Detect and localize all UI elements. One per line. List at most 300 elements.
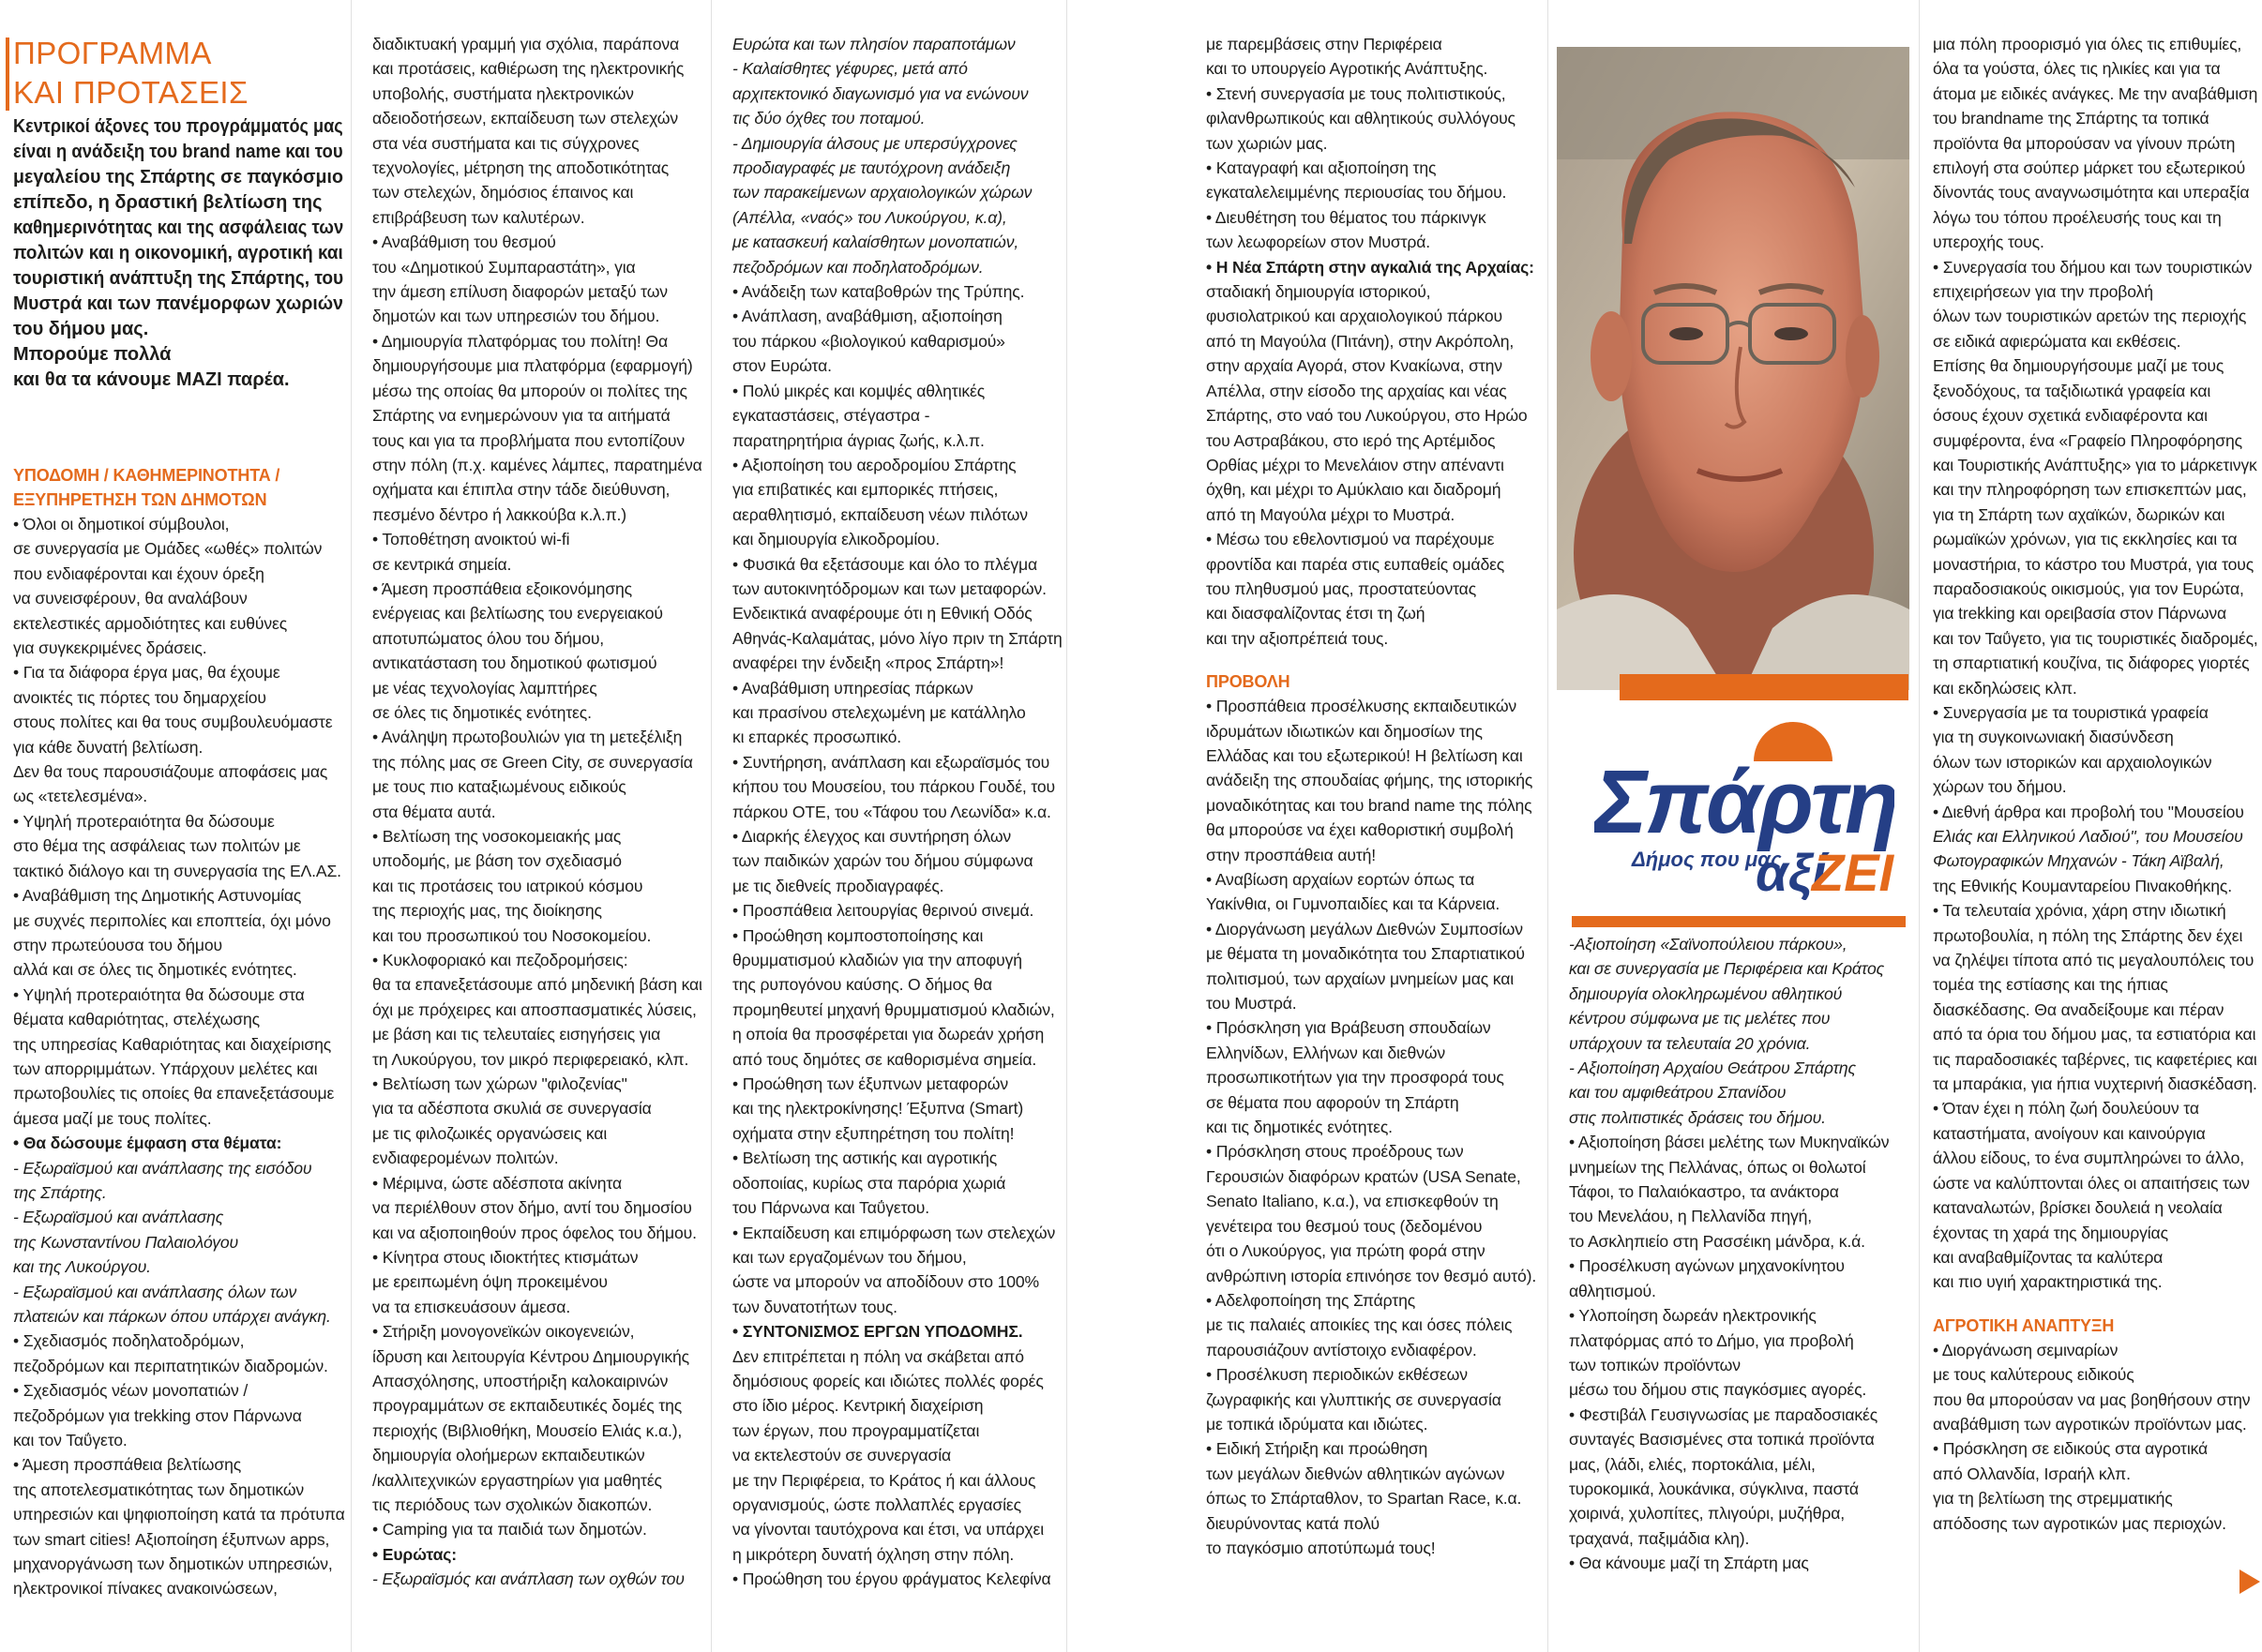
text-line: παρατηρητήρια άγριας ζωής, κ.λ.π.: [732, 430, 985, 450]
text-line: για τη βελτίωση της στρεμματικής: [1933, 1489, 2173, 1509]
text-line: οχήματα στην εξυπηρέτηση του πολίτη!: [732, 1123, 1015, 1143]
program-column-2: [372, 32, 706, 1592]
text-line: πεζοδρόμων και ποδηλατοδρόμων.: [732, 257, 984, 277]
text-line: Δεν επιτρέπεται η πόλη να σκάβεται από: [732, 1346, 1024, 1366]
program-column-4: [1206, 32, 1544, 1560]
text-line: των απορριμμάτων. Υπάρχουν μελέτες και: [13, 1059, 318, 1078]
text-line: και να αξιοποιηθούν προς όφελος του δήμου.: [372, 1223, 697, 1242]
intro-line: πολιτών και η οικονομική, αγροτική και: [13, 243, 343, 263]
text-line: αντικατάσταση του δημοτικού φωτισμού: [372, 653, 657, 673]
text-line: • Υψηλή προτεραιότητα θα δώσουμε στα: [13, 984, 305, 1004]
text-line: διευρύνοντας κατά πολύ: [1206, 1513, 1380, 1533]
text-line: σε ειδικά αφιερώματα και εκθέσεις.: [1933, 331, 2181, 351]
text-line: για τα αδέσποτα σκυλιά σε συνεργασία: [372, 1099, 652, 1119]
text-line: θα τα επανεξετάσουμε από μηδενική βάση και: [372, 975, 702, 995]
text-line: ότι ο Λυκούργος, για πρώτη φορά στην: [1206, 1241, 1485, 1261]
section-heading: ΠΡΟΒΟΛΗ: [1206, 672, 1290, 692]
text-line: για επιβατικές και εμπορικές πτήσεις,: [732, 480, 999, 500]
text-line: τη Λυκούργου, τον μικρό περιφερειακό, κλπ.: [372, 1049, 689, 1069]
text-line: κι επαρκές προσωπικό.: [732, 728, 901, 747]
intro-line: καθημερινότητας και της ασφάλειας των: [13, 218, 344, 238]
text-line: ανοικτές τις πόρτες του δημαρχείου: [13, 687, 266, 707]
text-line: τις δύο όχθες του ποταμού.: [732, 109, 926, 128]
text-line: αναφέρει την ένδειξη «προς Σπάρτη»!: [732, 653, 1004, 673]
text-line: • Προσπάθεια προσέλκυσης εκπαιδευτικών: [1206, 697, 1517, 716]
text-line: τραχανά, παξιμάδια κλη).: [1569, 1528, 1750, 1548]
text-line: με τους πιο καταξιωμένους ειδικούς: [372, 777, 626, 797]
text-line: και πιο υγιή χαρακτηριστικά της.: [1933, 1272, 2163, 1292]
text-line: τομέα της εστίασης και της ήπιας: [1933, 975, 2168, 995]
text-line: δημιουργία ολοκληρωμένου αθλητικού: [1569, 984, 1843, 1003]
intro-paragraph: [13, 114, 343, 393]
text-line: με νέας τεχνολογίας λαμπτήρες: [372, 678, 597, 698]
text-line: τις παραδοσιακές ταβέρνες, τις καφετέριες και: [1933, 1049, 2257, 1069]
text-line: οδοποιίας, κυρίως στα παρόρια χωριά: [732, 1173, 1006, 1193]
text-line: στο ίδιο μέρος. Κεντρική διαχείριση: [732, 1396, 984, 1416]
text-line: αποτυπώματος όλου του δήμου,: [372, 628, 605, 648]
text-line: - Εξωραϊσμού και ανάπλασης της εισόδου: [13, 1158, 312, 1178]
text-line: σε όλες τις δημοτικές ενότητες.: [372, 702, 592, 722]
text-line: • Εκπαίδευση και επιμόρφωση των στελεχών: [732, 1223, 1056, 1242]
text-line: με τους καλύτερους ειδικούς: [1933, 1365, 2134, 1385]
text-line: Ελιάς και Ελληνικού Λαδιού", του Μουσείου: [1933, 827, 2243, 846]
text-line: και διασφαλίζοντας έτσι τη ζωή: [1206, 604, 1425, 623]
text-line: • Διεθνή άρθρα και προβολή του "Μουσείου: [1933, 802, 2244, 821]
text-line: να τα επισκευάσουν άμεσα.: [372, 1297, 571, 1316]
text-line: και δημιουργία ελικοδρομίου.: [732, 530, 940, 549]
text-line: • Φυσικά θα εξετάσουμε και όλο το πλέγμα: [732, 554, 1037, 574]
text-line: επιβράβευση των καλυτέρων.: [372, 207, 585, 227]
text-line: πάρκου ΟΤΕ, του «Τάφου του Λεωνίδα» κ.α.: [732, 802, 1051, 821]
text-line: στην πρωτεύουσα του δήμου: [13, 935, 223, 954]
text-line: • Διαρκής έλεγχος και συντήρηση όλων: [732, 827, 1012, 846]
text-line: σε κεντρικά σημεία.: [372, 554, 512, 574]
text-line: εγκαταλελειμμένης περιουσίας του δήμου.: [1206, 183, 1507, 203]
text-line: εγκαταστάσεις, στέγαστρα -: [732, 406, 930, 426]
text-line: Senato Italiano, κ.α.), να επισκεφθούν τη: [1206, 1192, 1499, 1211]
text-line: - Εξωραϊσμός και ανάπλαση των οχθών του: [372, 1569, 685, 1589]
text-line: των χωριών μας.: [1206, 133, 1328, 153]
logo-slogan: Δήμος που μας: [1632, 848, 1782, 871]
text-line: μοναστήρια, το κάστρο του Μυστρά, για τους: [1933, 554, 2254, 574]
text-line: για κάθε δυνατή βελτίωση.: [13, 737, 204, 757]
text-line: της περιοχής μας, της διοίκησης: [372, 901, 602, 921]
text-line: για τη Σπάρτη των αχαϊκών, δωρικών και: [1933, 504, 2225, 524]
text-line: Σπάρτης να ενημερώνουν για τα αιτήματά: [372, 406, 671, 426]
text-line: ώστε να καλύπτονται όλες οι απαιτήσεις των: [1933, 1173, 2250, 1193]
text-line: • Πολύ μικρές και κομψές αθλητικές: [732, 381, 986, 400]
text-line: του πληθυσμού μας, προστατεύοντας: [1206, 578, 1477, 598]
text-line: περιοχής (Βιβλιοθήκη, Μουσείο Ελιάς κ.α.),: [372, 1420, 683, 1440]
text-line: προμηθευτεί μηχανή θρυμματισμού κλαδιών,: [732, 999, 1055, 1019]
text-line: • Τα τελευταία χρόνια, χάρη στην ιδιωτική: [1933, 901, 2226, 921]
text-line: αδειοδοτήσεων, εκπαίδευση των στελεχών: [372, 109, 678, 128]
text-line: - Εξωραϊσμού και ανάπλασης όλων των: [13, 1282, 297, 1301]
text-line: • Όλοι οι δημοτικοί σύμβουλοι,: [13, 515, 230, 533]
intro-line: τουριστική ανάπτυξη της Σπάρτης, του: [13, 268, 344, 289]
text-line: • Φεστιβάλ Γευσιγνωσίας με παραδοσιακές: [1569, 1404, 1878, 1424]
text-line: • Θα κάνουμε μαζί τη Σπάρτη μας: [1569, 1554, 1809, 1573]
text-line: Ευρώτα και των πλησίον παραποτάμων: [732, 35, 1016, 53]
text-line: και του προσωπικού του Νοσοκομείου.: [372, 925, 652, 945]
intro-line: επίπεδο, η δραστική βελτίωση της: [13, 192, 323, 213]
text-line: της υπηρεσίας Καθαριότητας και διαχείρισης: [13, 1034, 332, 1054]
text-line: πεζοδρόμων και περιπατητικών διαδρομών.: [13, 1356, 328, 1375]
text-line: προϊόντα θα μπορούσαν να γίνουν πρώτη: [1933, 133, 2236, 153]
text-line: • Προσπάθεια λειτουργίας θερινού σινεμά.: [732, 901, 1034, 921]
text-line: επιχειρήσεων για την προβολή: [1933, 282, 2153, 302]
text-line: από τη Μαγούλα (Πιτάνη), στην Ακρόπολη,: [1206, 331, 1515, 351]
text-line: θρυμματισμού κλαδιών για την αποφυγή: [732, 951, 1022, 970]
program-column-3: [732, 32, 1063, 1592]
logo-main: Σπάρτη: [1594, 752, 1894, 852]
text-line: Απασχόλησης, υποστήριξη καλοκαιρινών: [372, 1371, 669, 1390]
text-line: των smart cities! Αξιοποίηση έξυπνων apps,: [13, 1529, 330, 1549]
text-line: Δεν θα τους παρουσιάζουμε αποφάσεις μας: [13, 762, 328, 782]
text-line: δίνοντάς τους αναγνωσιμότητα και υπεραξία: [1933, 183, 2250, 203]
text-line: • Αναβάθμιση του θεσμού: [372, 233, 556, 252]
text-line: στην προσπάθεια αυτή!: [1206, 845, 1376, 864]
section-heading: ΥΠΟΔΟΜΗ / ΚΑΘΗΜΕΡΙΝΟΤΗΤΑ /: [13, 466, 280, 485]
text-line: και τις δημοτικές ενότητες.: [1206, 1118, 1393, 1137]
text-line: • Συνεργασία του δήμου και των τουριστικών: [1933, 257, 2253, 277]
text-line: • Βελτίωση της αστικής και αγροτικής: [732, 1149, 998, 1168]
text-line: όχθη, και μέχρι το Αμύκλαιο και διαδρομή: [1206, 480, 1501, 500]
text-line: • Προώθηση των έξυπνων μεταφορών: [732, 1074, 1008, 1094]
text-line: πολιτισμού, των αρχαίων μνημείων μας και: [1206, 969, 1515, 988]
text-line: δημοτών και των υπηρεσιών του δήμου.: [372, 307, 660, 326]
text-line: καταστήματα, ανοίγουν και καινούργια: [1933, 1123, 2206, 1143]
text-line: οχήματα και έπιπλα στην τάδε διεύθυνση,: [372, 480, 671, 500]
text-line: ενέργειας και βελτίωσης του ενεργειακού: [372, 604, 663, 623]
page-title: [13, 34, 249, 113]
text-line: να γίνονται ταυτόχρονα και έτσι, να υπάρχει: [732, 1520, 1044, 1539]
text-line: με τοπικά ιδρύματα και ιδιώτες.: [1206, 1414, 1428, 1434]
section-heading: ΑΓΡΟΤΙΚΗ ΑΝΑΠΤΥΞΗ: [1933, 1315, 2115, 1335]
text-line: του Αστραβάκου, στο ιερό της Αρτέμιδος: [1206, 430, 1496, 450]
text-line: • Θα δώσουμε έμφαση στα θέματα:: [13, 1134, 282, 1153]
text-line: και πρασίνου στελεχωμένη με κατάλληλο: [732, 702, 1026, 722]
column-divider: [1066, 0, 1067, 1652]
text-line: Απέλλα, στην είσοδο της αρχαίας και νέας: [1206, 381, 1507, 400]
text-line: στον Ευρώτα.: [732, 356, 832, 376]
text-line: στις πολιτιστικές δράσεις του δήμου.: [1569, 1107, 1826, 1127]
text-line: • Σχεδιασμός νέων μονοπατιών /: [13, 1381, 249, 1401]
program-column-1: [13, 444, 347, 1601]
text-line: για trekking και ορειβασία στον Πάρνωνα: [1933, 604, 2227, 623]
text-line: σε θέματα που αφορούν τη Σπάρτη: [1206, 1092, 1459, 1112]
text-line: • Διευθέτηση του θέματος του πάρκινγκ: [1206, 207, 1486, 227]
text-line: προγραμμάτων σε εκπαιδευτικές δομές της: [372, 1396, 683, 1416]
text-line: την άμεση επίλυση διαφορών μεταξύ των: [372, 282, 668, 302]
intro-line: είναι η ανάδειξη του brand name και του: [13, 142, 343, 162]
text-line: ηλεκτρονικοί πίνακες ανακοινώσεων,: [13, 1579, 278, 1599]
text-line: σταδιακή δημιουργία ιστορικού,: [1206, 282, 1431, 302]
candidate-portrait-icon: [1557, 47, 1909, 690]
text-line: πλατφόρμας από το Δήμο, για προβολή: [1569, 1330, 1854, 1350]
sparti-logo: [1594, 722, 1894, 900]
text-line: • Η Νέα Σπάρτη στην αγκαλιά της Αρχαίας:: [1206, 257, 1534, 277]
text-line: με συχνές περιπολίες και εποπτεία, όχι μόνο: [13, 910, 331, 930]
text-line: φιλανθρωπικούς και αθλητικούς συλλόγους: [1206, 109, 1516, 128]
text-line: • Διοργάνωση σεμιναρίων: [1933, 1340, 2119, 1359]
text-line: • Πρόσκληση για Βράβευση σπουδαίων: [1206, 1018, 1491, 1038]
text-line: στους πολίτες και θα τους συμβουλευόμαστε: [13, 713, 333, 732]
text-line: και προτάσεις, καθιέρωση της ηλεκτρονικής: [372, 59, 685, 79]
text-line: το παγκόσμιο αποτύπωμά τους!: [1206, 1538, 1436, 1557]
text-line: Ελλάδας και του εξωτερικού! Η βελτίωση και: [1206, 745, 1523, 765]
text-line: • Για τα διάφορα έργα μας, θα έχουμε: [13, 663, 280, 683]
text-line: για συγκεκριμένες δράσεις.: [13, 638, 207, 658]
text-line: παρουσιάζουν αντίστοιχο ενδιαφέρον.: [1206, 1340, 1477, 1359]
text-line: που ενδιαφέρονται και έχουν όρεξη: [13, 563, 264, 583]
text-line: και των εργαζομένων του δήμου,: [732, 1247, 967, 1267]
text-line: πρωτοβουλία, η πόλη της Σπάρτης δεν έχει: [1933, 925, 2243, 945]
text-line: του Μενελάου, η Πελλανίδα πηγή,: [1569, 1207, 1813, 1226]
text-line: • Κυκλοφοριακό και πεζοδρομήσεις:: [372, 951, 628, 970]
text-line: και τον Ταΰγετο.: [13, 1431, 128, 1450]
text-line: • Μέριμνα, ώστε αδέσποτα ακίνητα: [372, 1173, 623, 1193]
text-line: ίδρυση και λειτουργία Κέντρου Δημιουργικής: [372, 1346, 689, 1366]
text-line: προσωπικοτήτων για την προσφορά τους: [1206, 1068, 1504, 1088]
text-line: • Προώθηση του έργου φράγματος Κελεφίνα: [732, 1569, 1051, 1589]
text-line: έχοντας τη χαρά της δημιουργίας: [1933, 1223, 2168, 1242]
text-line: • Συντήρηση, ανάπλαση και εξωραϊσμός του: [732, 752, 1050, 772]
text-line: υπάρχουν τα τελευταία 20 χρόνια.: [1569, 1033, 1811, 1053]
text-line: των τοπικών προϊόντων: [1569, 1355, 1741, 1374]
text-line: μας, (λάδι, ελιές, πορτοκάλια, μέλι,: [1569, 1454, 1816, 1474]
text-line: φυσιολατρικού και αρχαιολογικού πάρκου: [1206, 307, 1502, 326]
text-line: η οποία θα προσφέρεται για δωρεάν χρήση: [732, 1025, 1045, 1044]
text-line: και την αξιοπρέπειά τους.: [1206, 628, 1389, 648]
text-line: του brandname της Σπάρτης τα τοπικά: [1933, 109, 2209, 128]
intro-line: Μυστρά και των πανέμορφων χωριών: [13, 293, 343, 314]
text-line: το Ασκληπιείο στη Ρασσέικη μάνδρα, κ.ά.: [1569, 1231, 1865, 1251]
text-line: Αθηνάς-Καλαμάτας, μόνο λίγο πριν τη Σπάρτη: [732, 628, 1063, 648]
text-line: - Καλαίσθητες γέφυρες, μετά από: [732, 59, 968, 79]
text-line: • Ευρώτας:: [372, 1544, 457, 1564]
text-line: τακτικό διάλογο και τη συνεργασία της ΕΛ.ΑΣ.: [13, 861, 341, 880]
text-line: Γερουσιών διαφόρων κρατών (USA Senate,: [1206, 1166, 1521, 1186]
intro-line: και θα τα κάνουμε ΜΑΖΙ παρέα.: [13, 369, 290, 390]
text-line: • Δημιουργία πλατφόρμας του πολίτη! Θα: [372, 331, 668, 351]
text-line: για τη συγκοινωνιακή διασύνδεση: [1933, 728, 2174, 747]
logo-tail-2: ΖΕΙ: [1812, 843, 1894, 900]
text-line: της Εθνικής Κουμανταρείου Πινακοθήκης.: [1933, 876, 2233, 895]
text-line: με τις παλαιές αποικίες της και όσες πόλεις: [1206, 1315, 1513, 1335]
text-line: - Δημιουργία άλσους με υπερσύγχρονες: [732, 133, 1018, 153]
text-line: (Απέλλα, «ναός» του Λυκούργου, κ.α),: [732, 207, 1007, 227]
text-line: απόδοσης των αγροτικών μας περιοχών.: [1933, 1513, 2226, 1533]
text-line: • Βελτίωση της νοσοκομειακής μας: [372, 827, 622, 846]
text-line: • Ανάδειξη των καταβοθρών της Τρύπης.: [732, 282, 1025, 302]
text-line: και αναβαθμίζοντας τα καλύτερα: [1933, 1247, 2164, 1267]
text-line: μέσω της οποίας θα μπορούν οι πολίτες της: [372, 381, 687, 400]
text-line: • Κίνητρα στους ιδιοκτήτες κτισμάτων: [372, 1247, 639, 1267]
text-line: μηχανοργάνωση των δημοτικών υπηρεσιών,: [13, 1554, 333, 1574]
text-line: • Προώθηση κομποστοποίησης και: [732, 925, 984, 945]
text-line: με παρεμβάσεις στην Περιφέρεια: [1206, 35, 1442, 53]
text-line: • Στενή συνεργασία με τους πολιτιστικούς,: [1206, 83, 1506, 103]
page-title-line: ΚΑΙ ΠΡΟΤΑΣΕΙΣ: [13, 75, 249, 110]
text-line: από τα όρια του δήμου μας, τα εστιατόρια και: [1933, 1025, 2256, 1044]
text-line: που θα μπορούσαν να μας βοηθήσουν στην: [1933, 1389, 2251, 1409]
text-line: • Αναβάθμιση υπηρεσίας πάρκων: [732, 678, 973, 698]
text-line: η μικρότερη δυνατή όχληση στην πόλη.: [732, 1544, 1015, 1564]
text-line: πλατειών και πάρκων όπου υπάρχει ανάγκη.: [13, 1307, 331, 1326]
text-line: και Τουριστικής Ανάπτυξης» για το μάρκετινγκ: [1933, 455, 2257, 474]
text-line: μοναδικότητας και του brand name της πόλης: [1206, 795, 1532, 815]
text-line: • Όταν έχει η πόλη ζωή δουλεύουν τα: [1933, 1099, 2199, 1119]
next-page-arrow-icon[interactable]: [2239, 1569, 2260, 1594]
text-line: • Άμεση προσπάθεια εξοικονόμησης: [372, 578, 632, 598]
text-line: να περιέλθουν στον δήμο, αντί του δημοσίου: [372, 1198, 692, 1218]
text-line: • Ανάπλαση, αναβάθμιση, αξιοποίηση: [732, 307, 1003, 326]
text-line: όσους έχουν σχετικά ενδιαφέροντα και: [1933, 406, 2208, 426]
intro-line: μεγαλείου της Σπάρτης σε παγκόσμιο: [13, 167, 343, 188]
text-line: των στελεχών, δημόσιος έπαινος και: [372, 183, 634, 203]
text-line: αθλητισμού.: [1569, 1281, 1656, 1300]
text-line: • Πρόσκληση σε ειδικούς στα αγροτικά: [1933, 1439, 2209, 1459]
text-line: επιλογή στα σούπερ μάρκετ του εξωτερικού: [1933, 158, 2246, 178]
intro-line: Κεντρικοί άξονες του προγράμματός μας: [13, 116, 343, 137]
text-line: Τάφοι, το Παλαιόκαστρο, τα ανάκτορα: [1569, 1182, 1839, 1202]
text-line: • Στήριξη μονογονεϊκών οικογενειών,: [372, 1322, 635, 1342]
text-line: όλων των ιστορικών και αρχαιολογικών: [1933, 752, 2212, 772]
text-line: της ρυπογόνου καύσης. Ο δήμος θα: [732, 975, 992, 995]
text-line: αναβάθμιση των αγροτικών προϊόντων μας.: [1933, 1414, 2247, 1434]
text-line: ανάδειξη της σπουδαίας φήμης, της ιστορικής: [1206, 771, 1533, 790]
text-line: ενδιαφερομένων πολιτών.: [372, 1149, 559, 1168]
logo-tail-1: αξί: [1756, 843, 1827, 900]
text-line: να συνεισφέρουν, θα αναλάβουν: [13, 589, 248, 608]
text-line: ρωμαϊκών χρόνων, για τις εκκλησίες και τα: [1933, 530, 2238, 549]
text-line: δημόσιους φορείς και ιδιώτες πολλές φορές: [732, 1371, 1044, 1390]
text-line: όχι με πρόχειρες και αποσπασματικές λύσεις,: [372, 999, 697, 1019]
text-line: διασκέδασης. Θα αναδείξουμε και πέραν: [1933, 999, 2224, 1019]
text-line: • Αδελφοποίηση της Σπάρτης: [1206, 1290, 1416, 1310]
text-line: • Ειδική Στήριξη και προώθηση: [1206, 1439, 1428, 1459]
text-line: • Πρόσκληση στους προέδρους των: [1206, 1142, 1464, 1162]
text-line: • Σχεδιασμός ποδηλατοδρόμων,: [13, 1331, 245, 1351]
text-line: τις περιόδους των σχολικών διακοπών.: [372, 1494, 653, 1514]
text-line: γενέτειρα του θεσμού τους (δεδομένου: [1206, 1216, 1483, 1236]
text-line: θέματα καθαριότητας, στελέχωσης: [13, 1010, 260, 1029]
text-line: των μεγάλων διεθνών αθλητικών αγώνων: [1206, 1464, 1505, 1483]
text-line: μνημείων της Πελλάνας, όπως οι θολωτοί: [1569, 1157, 1866, 1177]
text-line: τυροκομικά, λουκάνικα, σύγκλινα, παστά: [1569, 1479, 1859, 1498]
text-line: • Αναβίωση αρχαίων εορτών όπως τα: [1206, 870, 1475, 889]
text-line: προδιαγραφές με ταυτόχρονη ανάδειξη: [732, 158, 1011, 178]
text-line: αλλά και σε όλες τις δημοτικές ενότητες.: [13, 960, 297, 980]
text-line: στην αρχαία Αγορά, στον Κνακίωνα, στην: [1206, 356, 1502, 376]
text-line: Ενδεικτικά αναφέρουμε ότι η Εθνική Οδός: [732, 604, 1033, 623]
text-line: σε συνεργασία με Ομάδες «ωθές» πολιτών: [13, 539, 323, 559]
text-line: /καλλιτεχνικών εργαστηρίων για μαθητές: [372, 1470, 662, 1490]
text-line: τα μπαράκια, για ήπια νυχτερινή διασκέδαση.: [1933, 1074, 2257, 1094]
photo-accent-bar: [1620, 674, 1908, 700]
text-line: ζωγραφικής και γλυπτικής σε συνεργασία: [1206, 1389, 1501, 1409]
text-line: • Υψηλή προτεραιότητα θα δώσουμε: [13, 811, 275, 831]
text-line: με την Περιφέρεια, το Κράτος ή και άλλους: [732, 1470, 1036, 1490]
text-line: τεχνολογίες, μέτρηση της αποδοτικότητας: [372, 158, 670, 178]
text-line: ως «τετελεσμένα».: [13, 787, 148, 806]
text-line: του Πάρνωνα και Ταΰγετου.: [732, 1198, 929, 1218]
text-line: • Υλοποίηση δωρεάν ηλεκτρονικής: [1569, 1306, 1817, 1326]
text-line: των έργων, που προγραμματίζεται: [732, 1420, 980, 1440]
text-line: τη σπαρτιατική κουζίνα, τις διάφορες γιορτές: [1933, 653, 2250, 673]
text-line: • ΣΥΝΤΟΝΙΣΜΟΣ ΕΡΓΩΝ ΥΠΟΔΟΜΗΣ.: [732, 1322, 1023, 1342]
text-line: χώρων του δήμου.: [1933, 777, 2067, 797]
text-line: στα θέματα αυτά.: [372, 802, 496, 821]
text-line: Ελληνίδων, Ελλήνων και διεθνών: [1206, 1043, 1445, 1062]
text-line: • Διοργάνωση μεγάλων Διεθνών Συμποσίων: [1206, 919, 1523, 939]
text-line: να ζηλέψει τίποτα από τις μεγαλουπόλεις του: [1933, 951, 2254, 970]
program-column-6: [1933, 32, 2257, 1536]
text-line: • Camping για τα παιδιά των δημοτών.: [372, 1520, 647, 1539]
text-line: με θέματα τη μοναδικότητα του Σπαρτιατικού: [1206, 944, 1525, 964]
title-accent-bar: [6, 38, 9, 111]
column-divider: [1547, 0, 1548, 1652]
logo-accent-rule: [1572, 916, 1906, 927]
text-line: συμφέροντα, ένα «Γραφείο Πληροφόρησης: [1933, 430, 2242, 450]
text-line: στο θέμα της ασφάλειας των πολιτών με: [13, 836, 301, 856]
text-line: κήπου του Μουσείου, του πάρκου Γουδέ, του: [732, 777, 1056, 797]
text-line: όλα τα γούστα, όλες τις ηλικίες και για τα: [1933, 59, 2221, 79]
text-line: δημιουργία ολοήμερων εκπαιδευτικών: [372, 1446, 645, 1465]
text-line: • Βελτίωση των χώρων "φιλοζενίας": [372, 1074, 627, 1094]
text-line: άτομα με ειδικές ανάγκες. Με την αναβάθμιση: [1933, 83, 2258, 103]
text-line: • Μέσω του εθελοντισμού να παρέχουμε: [1206, 530, 1495, 549]
text-line: των λεωφορείων στον Μυστρά.: [1206, 233, 1431, 252]
text-line: με ερειπωμένη όψη προκειμένου: [372, 1272, 608, 1292]
text-line: των παρακείμενων αρχαιολογικών χώρων: [732, 183, 1033, 203]
text-line: και τις προτάσεις του ιατρικού κόσμου: [372, 876, 643, 895]
text-line: αεραθλητισμό, εκπαίδευση νέων πιλότων: [732, 504, 1028, 524]
intro-line: Μπορούμε πολλά: [13, 344, 172, 365]
text-line: • Προσέλκυση περιοδικών εκθέσεων: [1206, 1365, 1468, 1385]
text-line: - Αξιοποίηση Αρχαίου Θεάτρου Σπάρτης: [1569, 1059, 1856, 1078]
text-line: με κατασκευή καλαίσθητων μονοπατιών,: [732, 233, 1019, 252]
text-line: ξενοδόχους, τα ταξιδιωτικά γραφεία και: [1933, 381, 2211, 400]
intro-line: του δήμου μας.: [13, 319, 149, 339]
text-line: • Συνεργασία με τα τουριστικά γραφεία: [1933, 702, 2209, 722]
text-line: εκτελεστικές αρμοδιότητες και ευθύνες: [13, 613, 288, 633]
page-title-line: ΠΡΟΓΡΑΜΜΑ: [13, 36, 212, 70]
text-line: Φωτογραφικών Μηχανών - Τάκη Αϊβαλή,: [1933, 851, 2224, 871]
text-line: της αποτελεσματικότητας των δημοτικών: [13, 1479, 305, 1499]
text-line: χοιρινά, χυλοπίτες, πλιγούρι, μυζήθρα,: [1569, 1504, 1846, 1524]
text-line: της Κωνσταντίνου Παλαιολόγου: [13, 1232, 239, 1252]
text-line: από τους δημότες σε καθορισμένα σημεία.: [732, 1049, 1037, 1069]
text-line: συνταγές Βασισμένες στα τοπικά προϊόντα: [1569, 1430, 1875, 1449]
text-line: άμεσα μαζί με τους πολίτες.: [13, 1108, 212, 1128]
text-line: από Ολλανδία, Ισραήλ κλπ.: [1933, 1464, 2131, 1483]
text-line: • Προσέλκυση αγώνων μηχανοκίνητου: [1569, 1256, 1845, 1276]
program-column-5: [1569, 932, 1916, 1576]
text-line: • Αξιοποίηση του αεροδρομίου Σπάρτης: [732, 455, 1017, 474]
text-line: ώστε να μπορούν να αποδίδουν στο 100%: [732, 1272, 1040, 1292]
text-line: μια πόλη προορισμό για όλες τις επιθυμίες,: [1933, 35, 2242, 53]
text-line: και σε συνεργασία με Περιφέρεια και Κράτος: [1569, 959, 1885, 979]
text-line: υποβολής, συστήματα ηλεκτρονικών: [372, 83, 634, 103]
text-line: και της ηλεκτροκίνησης! Έξυπνα (Smart): [732, 1099, 1024, 1119]
text-line: υποδομής, με βάση τον σχεδιασμό: [372, 851, 622, 871]
text-line: και τον Ταΰγετο, για τις τουριστικές διαδρομές,: [1933, 628, 2258, 648]
text-line: του πάρκου «βιολογικού καθαρισμού»: [732, 331, 1005, 351]
text-line: και εκδηλώσεις κλπ.: [1933, 678, 2077, 698]
text-line: με βάση και τις τελευταίες εισηγήσεις για: [372, 1025, 661, 1044]
